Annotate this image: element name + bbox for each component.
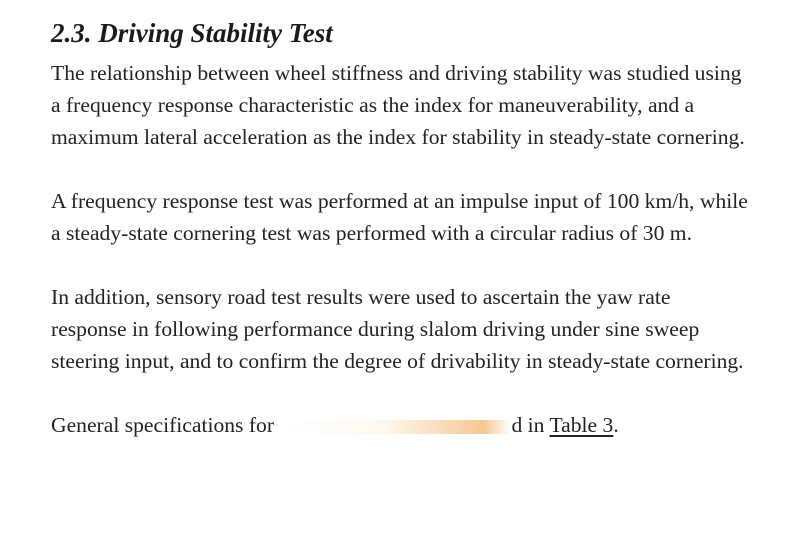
article-section — [51, 14, 751, 441]
paragraph-sensory-test: In addition, sensory road test results were used to ascertain the yaw rate response in following performance during slalom driving under sine sweep steering input, and to confirm the degree of drivability in steady-state cornering. — [51, 285, 744, 373]
table-3-link[interactable]: Table 3 — [549, 413, 614, 437]
paragraph-specifications — [51, 409, 751, 441]
selection-highlight-overlay — [279, 420, 511, 434]
sentence-end: . — [613, 413, 619, 437]
paragraph-stability-index: The relationship between wheel stiffness and driving stability was studied using a frequency response characteristic as the index for maneuverability, and a maximum lateral acceleration as the index for stability in steady-state cornering. — [51, 61, 745, 149]
paragraph-test-conditions: A frequency response test was performed at an impulse input of 100 km/h, while a steady-state cornering test was performed with a circular radius of 30 m. — [51, 189, 748, 245]
specifications-prefix: General specifications for — [51, 413, 275, 437]
section-heading: 2.3. Driving Stability Test — [51, 18, 333, 48]
specifications-suffix: d in — [511, 413, 545, 437]
